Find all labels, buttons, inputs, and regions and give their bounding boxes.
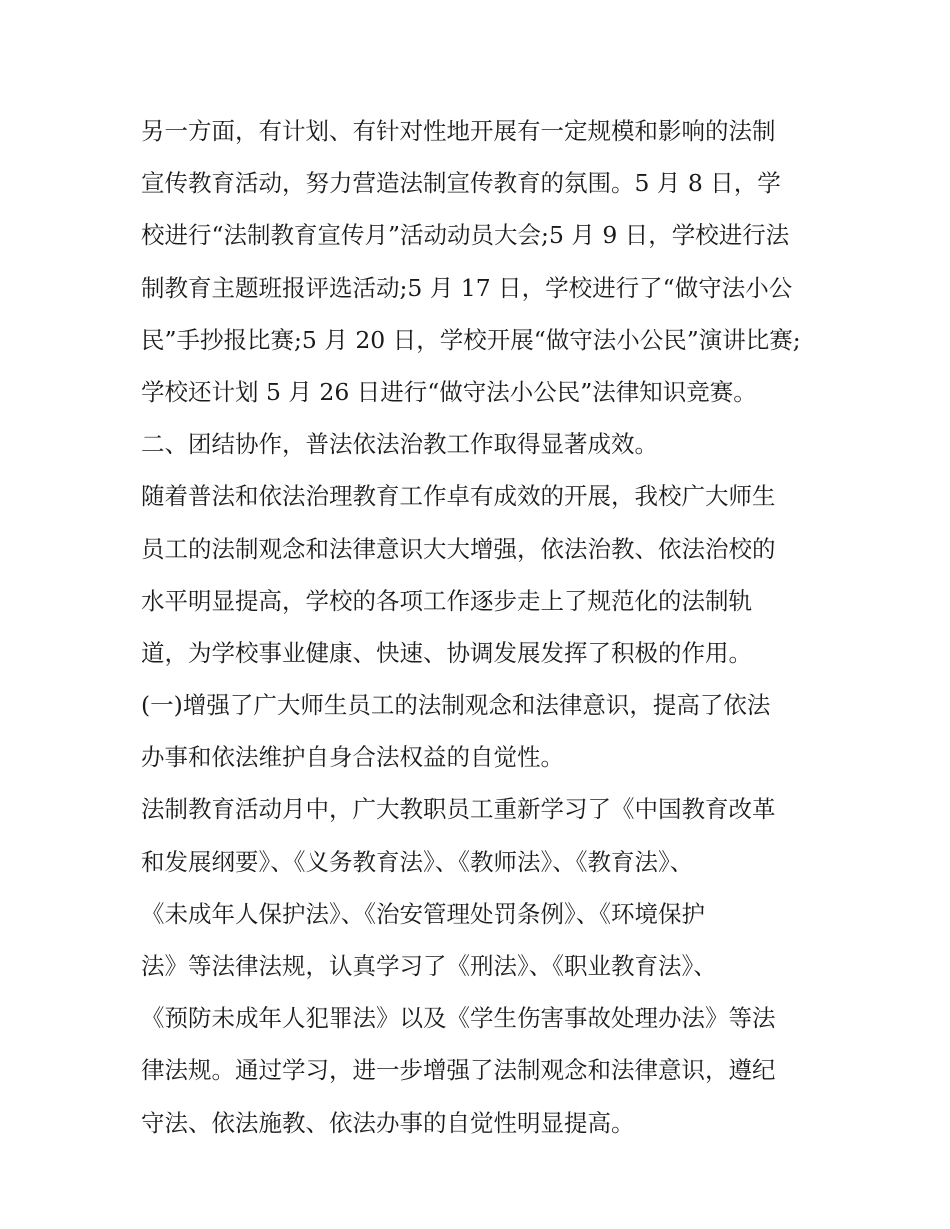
- section-heading: 二、团结协作，普法依法治教工作取得显著成效。: [141, 430, 658, 459]
- text-line: 法制教育活动月中，广大教职员工重新学习了《中国教育改革: [141, 795, 776, 824]
- text-line: 法》等法律法规，认真学习了《刑法》、《职业教育法》、: [141, 952, 717, 980]
- text-line: 员工的法制观念和法律意识大大增强，依法治教、依法治校的: [141, 534, 776, 563]
- text-line: 随着普法和依法治理教育工作卓有成效的开展，我校广大师生: [141, 482, 776, 511]
- text-line: 道，为学校事业健康、快速、协调发展发挥了积极的作用。: [141, 638, 752, 667]
- text-line: 《预防未成年人犯罪法》以及《学生伤害事故处理办法》等法: [141, 1004, 776, 1033]
- text-line: 民”手抄报比赛;5 月 20 日，学校开展“做守法小公民”演讲比赛;: [141, 325, 801, 354]
- subsection-heading: (一)增强了广大师生员工的法制观念和法律意识，提高了依法: [141, 691, 771, 720]
- text-line: 律法规。通过学习，进一步增强了法制观念和法律意识，遵纪: [141, 1056, 776, 1085]
- text-line: 守法、依法施教、依法办事的自觉性明显提高。: [141, 1108, 635, 1137]
- text-line: 另一方面，有计划、有针对性地开展有一定规模和影响的法制: [141, 117, 776, 145]
- text-line: 学校还计划 5 月 26 日进行“做守法小公民”法律知识竞赛。: [141, 377, 757, 406]
- text-line: 制教育主题班报评选活动;5 月 17 日，学校进行了“做守法小公: [141, 273, 793, 302]
- text-line: 宣传教育活动，努力营造法制宣传教育的氛围。5 月 8 日，学: [141, 169, 781, 198]
- text-line: 水平明显提高，学校的各项工作逐步走上了规范化的法制轨: [141, 586, 752, 615]
- text-line: 和发展纲要》、《义务教育法》、《教师法》、《教育法》、: [141, 847, 694, 876]
- text-line: 校进行“法制教育宣传月”活动动员大会;5 月 9 日，学校进行法: [141, 221, 790, 250]
- text-line: 《未成年人保护法》、《治安管理处罚条例》、《环境保护: [141, 899, 705, 928]
- body-text: [141, 105, 821, 1149]
- subsection-heading: 办事和依法维护自身合法权益的自觉性。: [141, 743, 564, 772]
